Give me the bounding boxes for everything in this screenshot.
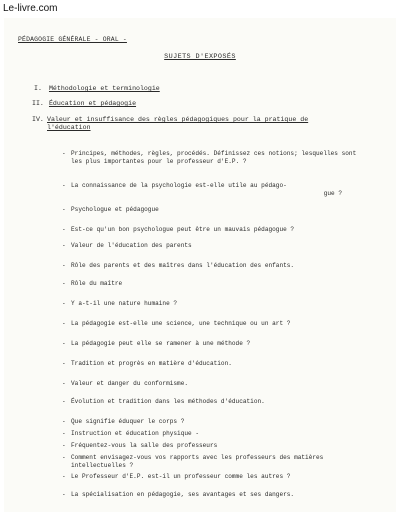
bullet-dash: - [62,340,66,347]
section-heading-4 [32,116,316,132]
list-item [62,226,362,234]
list-item [62,340,362,348]
bullet-dash: - [62,442,66,449]
list-item [62,430,362,438]
list-item [62,398,362,406]
bullet-dash: - [62,360,66,367]
section-number: I. [34,85,42,92]
page-title: SUJETS D'EXPOSÉS [164,53,236,61]
item-text: Comment envisagez-vous vos rapports avec les professeurs des matières intellectuelles ? [71,454,324,469]
item-text: Instruction et éducation physique - [71,430,199,437]
item-text: Tradition et progrès en matière d'éducation. [71,360,232,367]
item-text: Fréquentez-vous la salle des professeurs [71,442,218,449]
list-item [62,150,362,165]
bullet-dash: - [62,454,66,461]
section-heading-1 [34,85,160,93]
item-text: Principes, méthodes, règles, procédés. Définissez ces notions; lesquelles sont les plus importantes pour le professeur d'E.P. ? [71,150,357,165]
bullet-dash: - [62,150,66,157]
list-item [62,182,362,197]
item-continuation: gue ? [323,189,342,197]
section-title: Méthodologie et terminologie [48,85,160,92]
section-number: IV. [32,116,44,123]
list-item [62,418,362,426]
bullet-dash: - [62,262,66,269]
bullet-dash: - [62,300,66,307]
section-heading-2 [32,100,136,108]
list-item [62,473,362,481]
course-header: PÉDAGOGIE GÉNÉRALE - ORAL - [18,36,127,43]
list-item [62,206,362,214]
list-item [62,380,362,388]
list-item [62,262,362,270]
bullet-dash: - [62,418,66,425]
list-item [62,300,362,308]
list-item [62,242,362,250]
watermark-text: Le-livre.com [3,3,58,14]
bullet-dash: - [62,182,66,189]
bullet-dash: - [62,473,66,480]
item-text: Valeur et danger du conformisme. [71,380,189,387]
list-item [62,491,362,499]
item-text: Évolution et tradition dans les méthodes d'éducation. [71,398,265,405]
item-text: Que signifie éduquer le corps ? [71,418,185,425]
bullet-dash: - [62,280,66,287]
item-text: La connaissance de la psychologie est-elle utile au pédago- [71,182,287,189]
item-text: Est-ce qu'un bon psychologue peut être un mauvais pédagogue ? [71,226,295,233]
item-text: Psychologue et pédagogue [71,206,159,213]
item-text: La spécialisation en pédagogie, ses avantages et ses dangers. [71,491,295,498]
item-text: Rôle des parents et des maîtres dans l'éducation des enfants. [71,262,295,269]
bullet-dash: - [62,320,66,327]
item-text: Le Professeur d'E.P. est-il un professeur comme les autres ? [71,473,291,480]
item-text: La pédagogie est-elle une science, une technique ou un art ? [71,320,291,327]
item-text: Valeur de l'éducation des parents [71,242,192,249]
item-text: Y a-t-il une nature humaine ? [71,300,178,307]
bullet-dash: - [62,206,66,213]
bullet-dash: - [62,380,66,387]
bullet-dash: - [62,242,66,249]
item-text: La pédagogie peut elle se ramener à une méthode ? [71,340,251,347]
list-item [62,360,362,368]
list-item [62,280,362,288]
list-item [62,442,362,450]
bullet-dash: - [62,430,66,437]
list-item [62,454,362,469]
item-text: Rôle du maître [71,280,123,287]
bullet-dash: - [62,398,66,405]
list-item [62,320,362,328]
section-number: II. [32,100,44,107]
document-page [4,18,396,512]
section-title: Valeur et insuffisance des règles pédagogiques pour la pratique de l'éducation [47,116,309,131]
bullet-dash: - [62,491,66,498]
bullet-dash: - [62,226,66,233]
section-title: Éducation et pédagogie [48,100,137,107]
